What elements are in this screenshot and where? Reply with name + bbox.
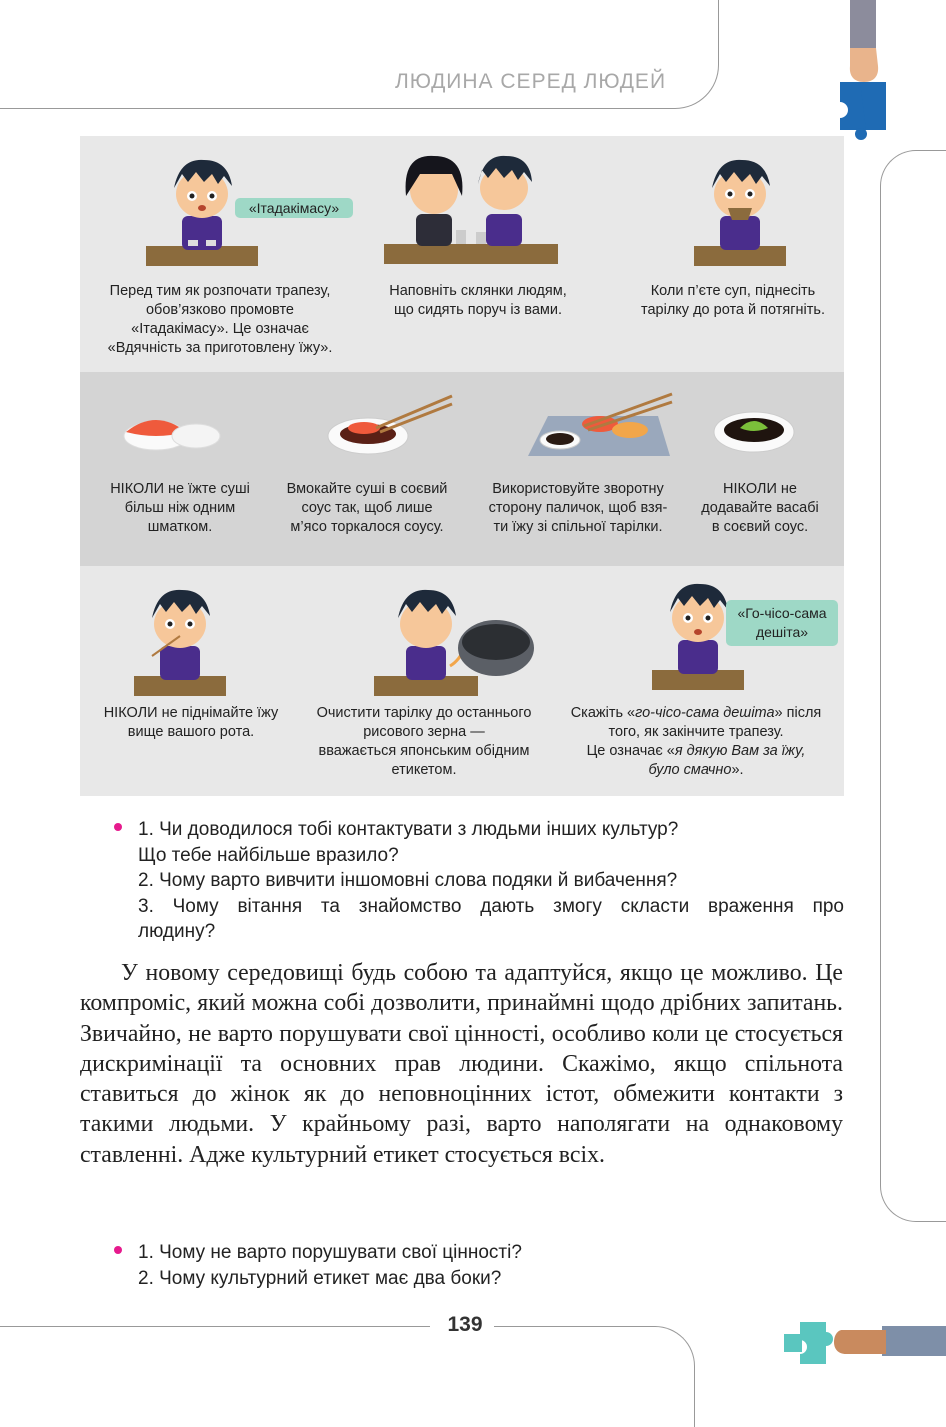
page-frame-bottom	[0, 1326, 430, 1327]
caption-line: Використовуйте зворотну	[492, 481, 664, 497]
caption-line: «Вдячність за приготовлену їжу».	[107, 340, 333, 356]
caption-line: м’ясо торкалося соусу.	[290, 519, 444, 535]
caption-line: рисового зерна —	[363, 724, 485, 740]
boy-clean-plate-illustration	[370, 582, 540, 696]
text: Це означає «	[586, 743, 675, 759]
caption-line: ти їжу зі спільної тарілки.	[493, 519, 663, 535]
caption-line: соус так, щоб лише	[301, 500, 433, 516]
caption-line: що сидять поруч із вами.	[394, 302, 562, 318]
caption-line: шматком.	[147, 519, 213, 535]
caption-line: «Ітадакімасу». Це означає	[131, 321, 309, 337]
caption-line: Наповніть склянки людям,	[389, 283, 567, 299]
question-line: 3. Чому вітання та знайомство дають змогу скласти враження про	[138, 895, 844, 917]
caption-line	[554, 761, 838, 780]
caption-line: додавайте васабі	[701, 500, 819, 516]
etiquette-row-2	[80, 372, 844, 566]
caption-line: більш ніж одним	[124, 500, 236, 516]
caption-line: Перед тим як розпочати трапезу,	[109, 283, 331, 299]
speech-bubble-gochisosama	[726, 600, 838, 646]
caption-line: вище вашого рота.	[127, 724, 255, 740]
question-line: Що тебе найбільше вразило?	[138, 844, 399, 866]
italic-text: го-чісо-сама дешіта	[635, 705, 775, 721]
speech-bubble-itadakimasu: «Ітадакімасу»	[235, 198, 353, 218]
caption-line: в соєвий соус.	[711, 519, 809, 535]
boy-raising-food-illustration	[130, 584, 230, 696]
caption-line: сторону паличок, щоб взя-	[488, 500, 668, 516]
caption-line: тарілку до рота й потягніть.	[641, 302, 825, 318]
caption-line: НІКОЛИ не їжте суші	[110, 481, 250, 497]
hand-puzzle-top-icon	[836, 0, 896, 150]
caption-one-piece	[88, 480, 272, 537]
caption-line: обов’язково промовте	[145, 302, 294, 318]
main-paragraph	[80, 958, 843, 1170]
etiquette-row-1	[80, 136, 844, 372]
caption-line: того, як закінчите трапезу.	[608, 724, 784, 740]
filling-glasses-illustration	[380, 150, 560, 266]
question-line: 2. Чому культурний етикет має два боки?	[138, 1267, 502, 1289]
caption-line: Коли п’єте суп, піднесіть	[650, 283, 816, 299]
paragraph-text: У новому середовищі будь собою та адаптуйся, якщо це можливо. Це компроміс, який можна собі дозволити, принаймні щодо дрібних запитань. Звичайно, не варто порушувати свої цінності, особливо коли це стосується дискримінації та основних прав людини. Скажімо, якщо спільнота ставиться до жінок як до неповноцінних істот, обмежити контакти з такими людьми. У крайньому разі, варто наполягати на однаковому ставленні. Адже культурний етикет стосується всіх.	[80, 960, 843, 1168]
bubble-line: дешіта»	[755, 624, 809, 640]
wasabi-soy-sauce-illustration	[712, 408, 796, 454]
caption-clean-plate	[298, 704, 550, 780]
running-header: ЛЮДИНА СЕРЕД ЛЮДЕЙ	[395, 70, 667, 93]
caption-line: Очистити тарілку до останнього	[316, 705, 532, 721]
question-line: 1. Чи доводилося тобі контактувати з людьми інших культур?	[138, 819, 679, 840]
etiquette-row-3	[80, 566, 844, 796]
question-bullet	[114, 1246, 122, 1254]
caption-line	[554, 742, 838, 761]
question-bullet	[114, 823, 122, 831]
hand-puzzle-bottom-icon	[782, 1316, 946, 1370]
text: ».	[731, 762, 744, 778]
question-line: 2. Чому варто вивчити іншомовні слова подяки й вибачення?	[138, 870, 678, 891]
page-frame-bottom-right	[494, 1326, 695, 1427]
bubble-line: «Го-чісо-сама	[737, 605, 827, 621]
caption-line: НІКОЛИ не	[723, 481, 797, 497]
sushi-pieces-illustration	[120, 406, 224, 458]
chopsticks-reverse-illustration	[524, 390, 674, 460]
caption-no-wasabi	[690, 480, 830, 537]
caption-itadakimasu	[80, 282, 360, 358]
page-number: 139	[447, 1313, 483, 1336]
caption-dip-sushi	[272, 480, 462, 537]
caption-line: етикетом.	[391, 762, 457, 778]
italic-text: я дякую Вам за їжу,	[674, 743, 806, 759]
caption-reverse-chopsticks	[472, 480, 684, 537]
caption-line: вважається японським обідним	[318, 743, 530, 759]
boy-drinking-soup-illustration	[690, 154, 790, 266]
caption-line: НІКОЛИ не піднімайте їжу	[103, 705, 279, 721]
text: Скажіть «	[570, 705, 636, 721]
caption-line: Вмокайте суші в соєвий	[286, 481, 448, 497]
text: » після	[774, 705, 822, 721]
questions-block-1	[138, 817, 844, 945]
question-line: 1. Чому не варто порушувати свої цінності?	[138, 1242, 522, 1263]
caption-soup	[610, 282, 856, 320]
caption-line	[554, 704, 838, 723]
question-line: людину?	[138, 921, 216, 942]
questions-block-2	[138, 1240, 844, 1291]
italic-text: було смачно	[648, 762, 732, 778]
caption-raise-food	[84, 704, 298, 742]
caption-gochisosama	[554, 704, 838, 780]
page-frame-right	[880, 150, 946, 1222]
dipping-sushi-illustration	[324, 394, 454, 458]
caption-fill-glasses	[360, 282, 596, 320]
